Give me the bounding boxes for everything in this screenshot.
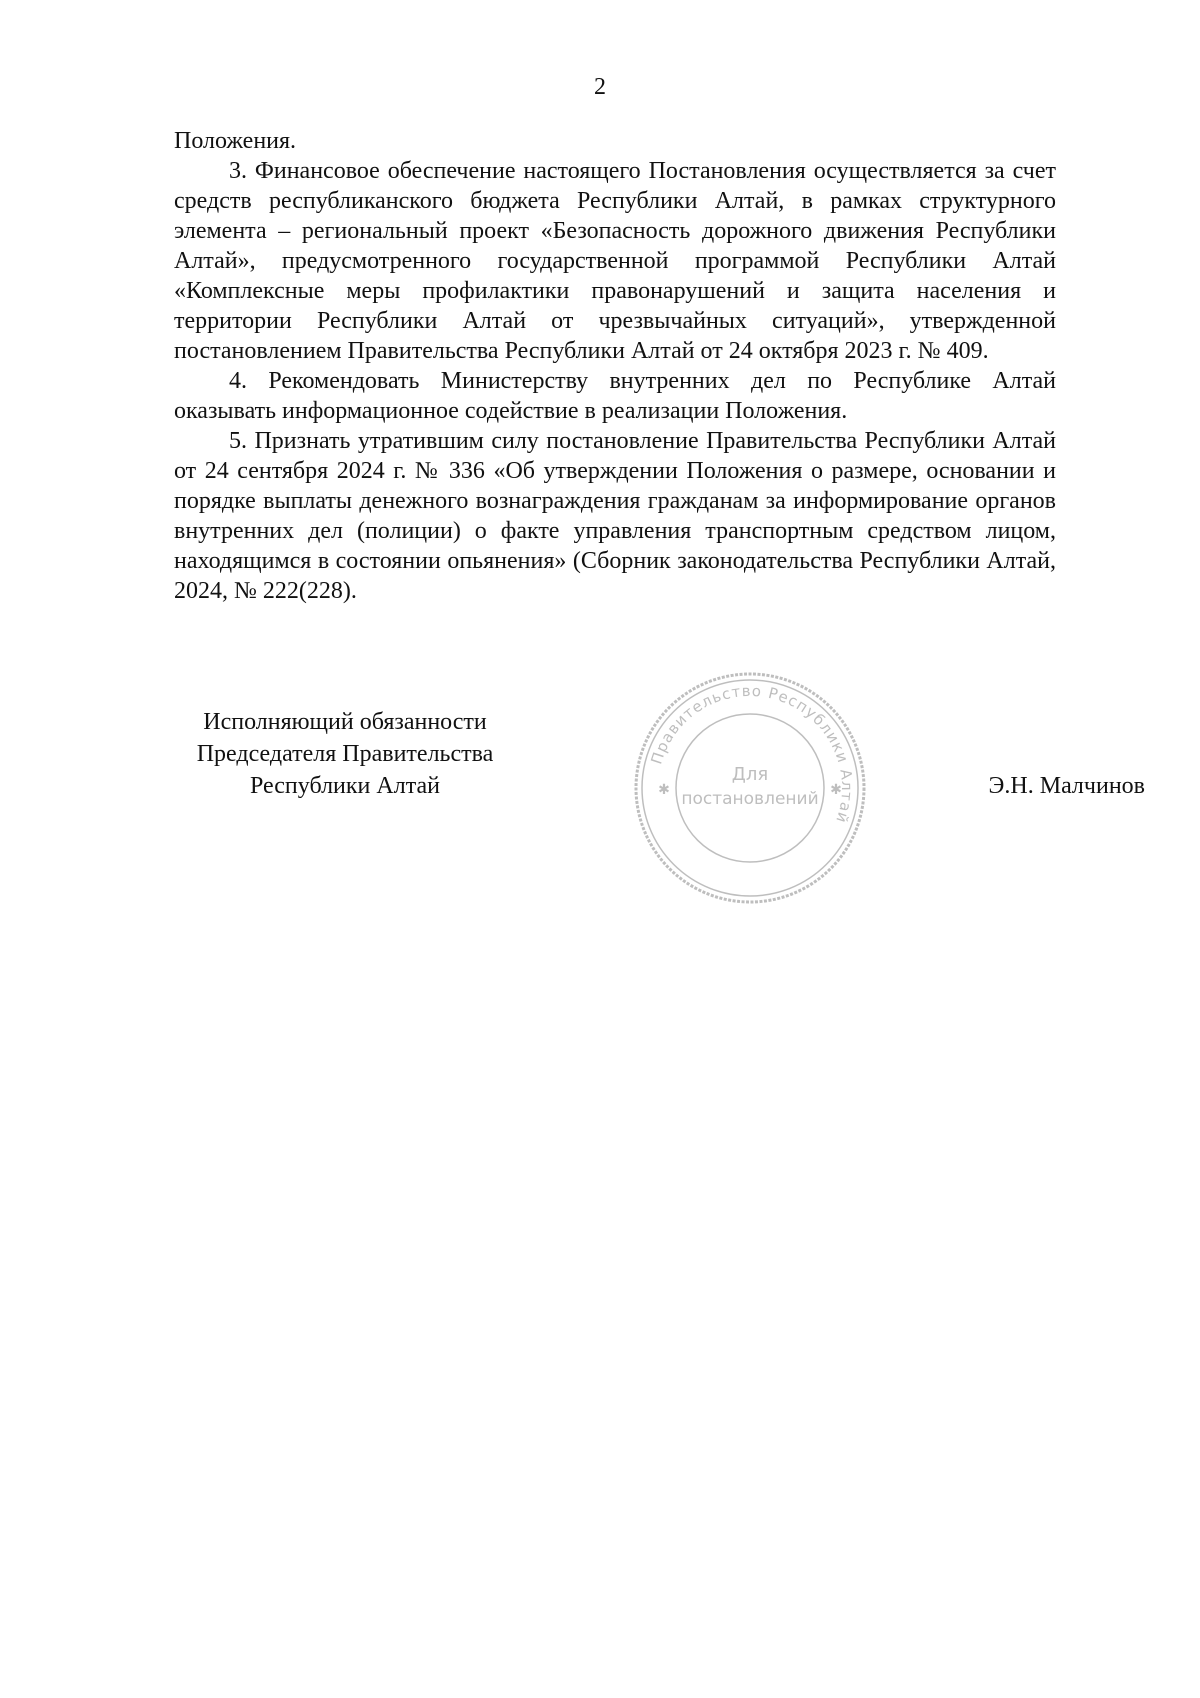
signatory-position-line-2: Председателя Правительства	[196, 741, 494, 767]
paragraph-item-5: 5. Признать утратившим силу постановление Правительства Республики Алтай от 24 сентября 2024 г. № 336 «Об утверждении Положения о размере, основании и порядке выплаты денежного вознаграждения гражданам за информирование органов внутренних дел (полиции) о факте управления транспортным средством лицом, находящимся в состоянии опьянения» (Сборник законодательства Республики Алтай, 2024, № 222(228).	[174, 428, 1056, 604]
paragraph-item-3: 3. Финансовое обеспечение настоящего Постановления осуществляется за счет средств республиканского бюджета Республики Алтай, в рамках структурного элемента – региональный проект «Безопасность дорожного движения Республики Алтай», предусмотренного государственной программой Республики Алтай «Комплексные меры профилактики правонарушений и защита населения и территории Республики Алтай от чрезвычайных ситуаций», утвержденной постановлением Правительства Республики Алтай от 24 октября 2023 г. № 409.	[174, 158, 1056, 364]
paragraph-item-4: 4. Рекомендовать Министерству внутренних дел по Республике Алтай оказывать информационное содействие в реализации Положения.	[174, 368, 1056, 424]
seal-outer-text: Правительство Республики Алтай	[647, 681, 857, 826]
signatory-name: Э.Н. Малчинов	[988, 773, 1145, 799]
page-number: 2	[594, 74, 606, 100]
signatory-position	[175, 706, 515, 802]
svg-text:✱: ✱	[658, 782, 670, 798]
seal-icon	[630, 668, 870, 908]
signatory-position-line-3: Республики Алтай	[250, 773, 440, 799]
paragraph-continuation: Положения.	[174, 128, 297, 154]
document-body	[174, 126, 1056, 606]
official-seal-stamp	[630, 668, 870, 908]
svg-text:✱: ✱	[830, 782, 842, 798]
seal-inner-text-top: Для	[731, 764, 769, 785]
signatory-position-line-1: Исполняющий обязанности	[203, 709, 487, 735]
seal-inner-text-bottom: постановлений	[681, 789, 819, 809]
